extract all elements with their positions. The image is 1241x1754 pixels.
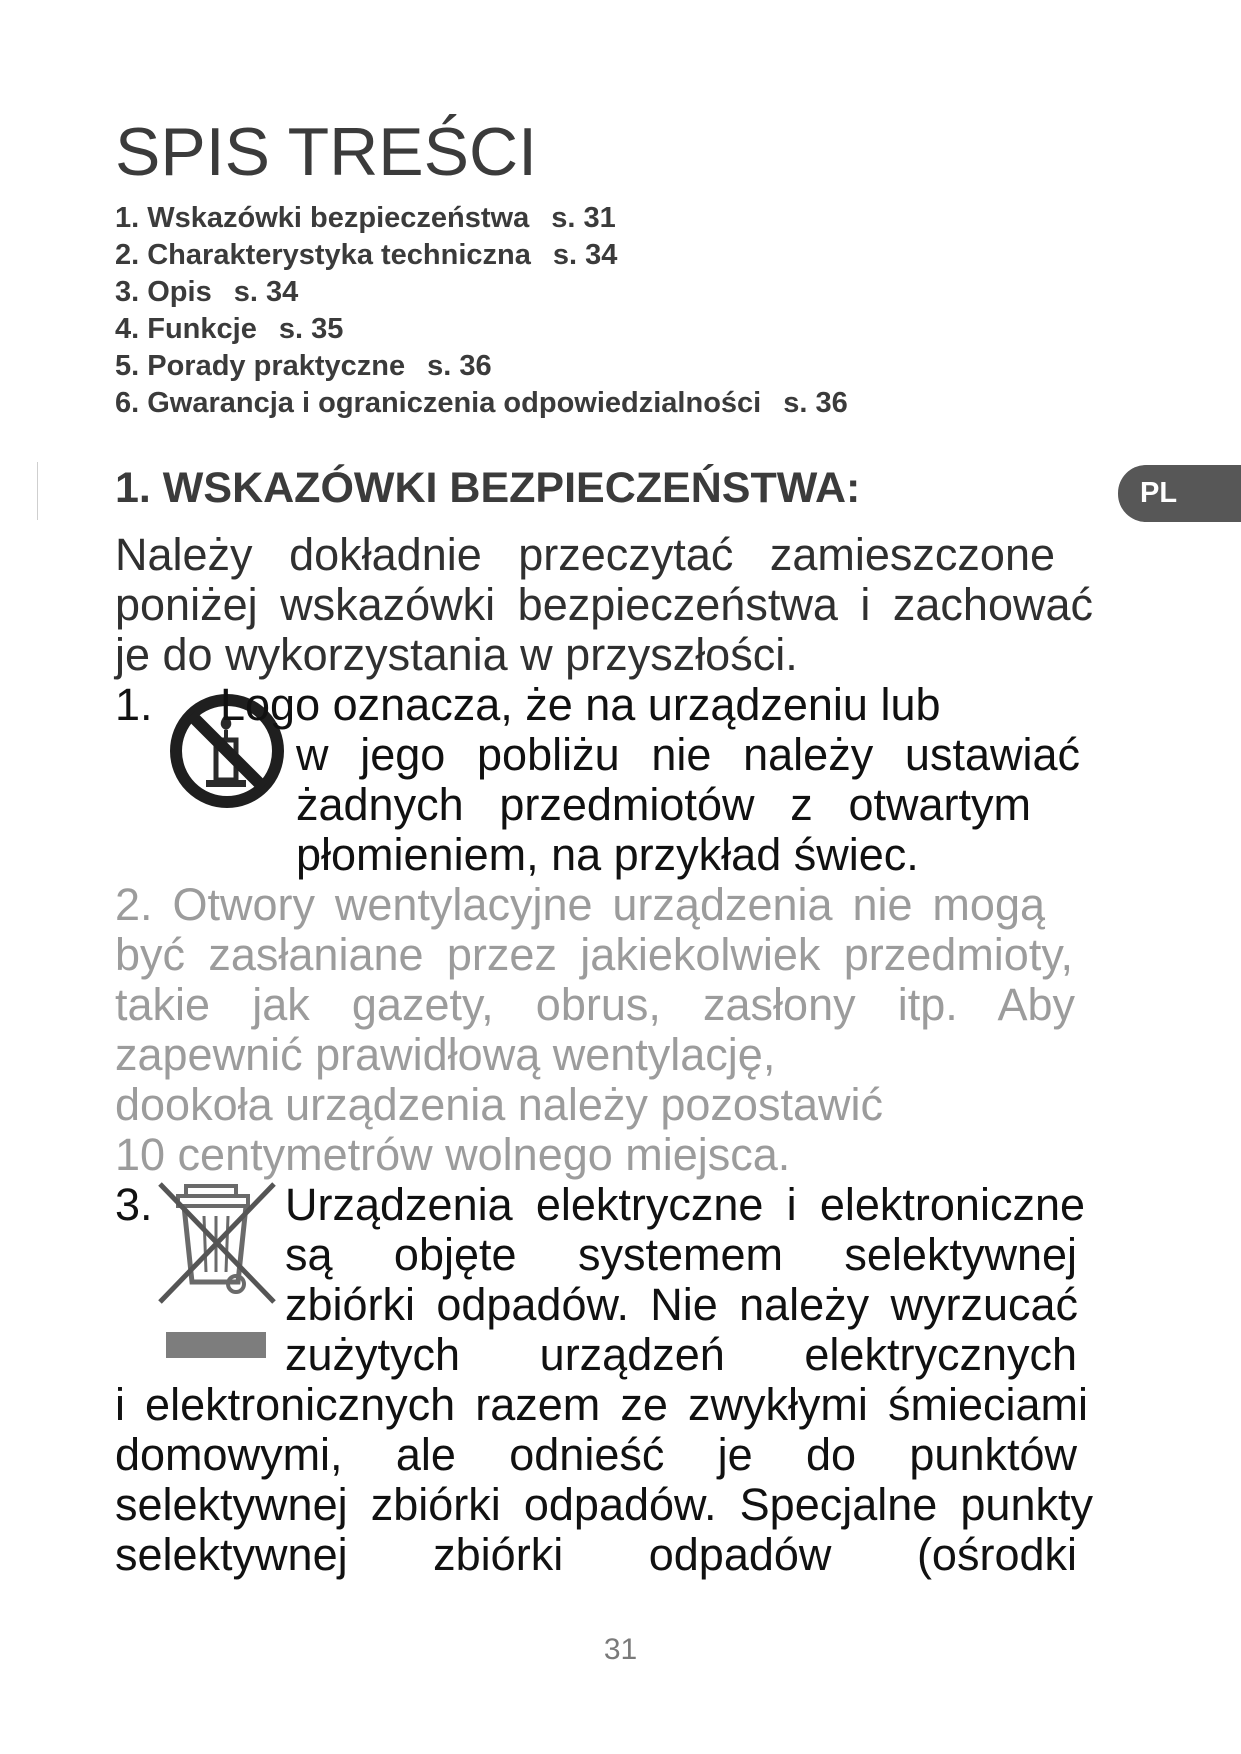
item2-line: 2. Otwory wentylacyjne urządzenia nie mogą bbox=[115, 879, 1045, 930]
toc-item-label: 1. Wskazówki bezpieczeństwa bbox=[115, 202, 530, 234]
crossed-out-wheelie-bin-icon bbox=[156, 1182, 282, 1368]
toc-item-page: s. 35 bbox=[278, 313, 344, 345]
language-tab: PL bbox=[1118, 465, 1241, 522]
toc-item-label: 4. Funkcje bbox=[115, 313, 257, 345]
toc-item-label: 6. Gwarancja i ograniczenia odpowiedzialności bbox=[115, 387, 762, 419]
toc-item[interactable] bbox=[115, 237, 848, 274]
item2-line: zapewnić prawidłową wentylację, bbox=[115, 1029, 776, 1080]
item3-line: selektywnej zbiórki odpadów. Specjalne punkty bbox=[115, 1479, 1093, 1530]
toc-item[interactable] bbox=[115, 385, 848, 422]
toc-item-page: s. 36 bbox=[427, 350, 492, 382]
item3-line: są objęte systemem selektywnej bbox=[285, 1229, 1077, 1280]
intro-line: poniżej wskazówki bezpieczeństwa i zachować bbox=[115, 579, 1093, 630]
toc-item-page: s. 34 bbox=[233, 276, 299, 308]
item3-line: selektywnej zbiórki odpadów (ośrodki bbox=[115, 1529, 1077, 1580]
toc-item-page: s. 31 bbox=[551, 202, 616, 234]
toc-title: SPIS TREŚCI bbox=[115, 114, 537, 190]
toc-item[interactable] bbox=[115, 348, 848, 385]
intro-line: Należy dokładnie przeczytać zamieszczone bbox=[115, 529, 1055, 580]
toc-item-page: s. 36 bbox=[783, 387, 848, 419]
item1-line: w jego pobliżu nie należy ustawiać bbox=[296, 729, 1080, 780]
page-edge-mark bbox=[37, 462, 38, 520]
intro-line: je do wykorzystania w przyszłości. bbox=[115, 629, 798, 680]
item3-line: i elektronicznych razem ze zwykłymi śmieciami bbox=[115, 1379, 1088, 1430]
item3-line: zbiórki odpadów. Nie należy wyrzucać bbox=[285, 1279, 1078, 1330]
toc-item[interactable] bbox=[115, 311, 848, 348]
item3-line: Urządzenia elektryczne i elektroniczne bbox=[285, 1179, 1085, 1230]
toc-list bbox=[115, 200, 848, 422]
item2-line: dookoła urządzenia należy pozostawić bbox=[115, 1079, 883, 1130]
item-number: 3. bbox=[115, 1179, 153, 1230]
item2-line: 10 centymetrów wolnego miejsca. bbox=[115, 1129, 791, 1180]
section-heading: 1. WSKAZÓWKI BEZPIECZEŃSTWA: bbox=[115, 464, 861, 512]
item3-line: domowymi, ale odnieść je do punktów bbox=[115, 1429, 1077, 1480]
toc-item[interactable] bbox=[115, 200, 848, 237]
page-number: 31 bbox=[603, 1633, 638, 1666]
toc-item-page: s. 34 bbox=[552, 239, 618, 271]
item1-line: płomieniem, na przykład świec. bbox=[296, 829, 919, 880]
item-number: 1. bbox=[115, 679, 153, 730]
item3-line: zużytych urządzeń elektrycznych bbox=[285, 1329, 1077, 1380]
item1-line: żadnych przedmiotów z otwartym bbox=[296, 779, 1031, 830]
item1-line: Logo oznacza, że na urządzeniu lub bbox=[220, 679, 941, 730]
toc-item[interactable] bbox=[115, 274, 848, 311]
toc-item-label: 5. Porady praktyczne bbox=[115, 350, 406, 382]
toc-item-label: 3. Opis bbox=[115, 276, 212, 308]
item2-line: być zasłaniane przez jakiekolwiek przedmioty, bbox=[115, 929, 1073, 980]
item2-line: takie jak gazety, obrus, zasłony itp. Aby bbox=[115, 979, 1075, 1030]
toc-item-label: 2. Charakterystyka techniczna bbox=[115, 239, 531, 271]
